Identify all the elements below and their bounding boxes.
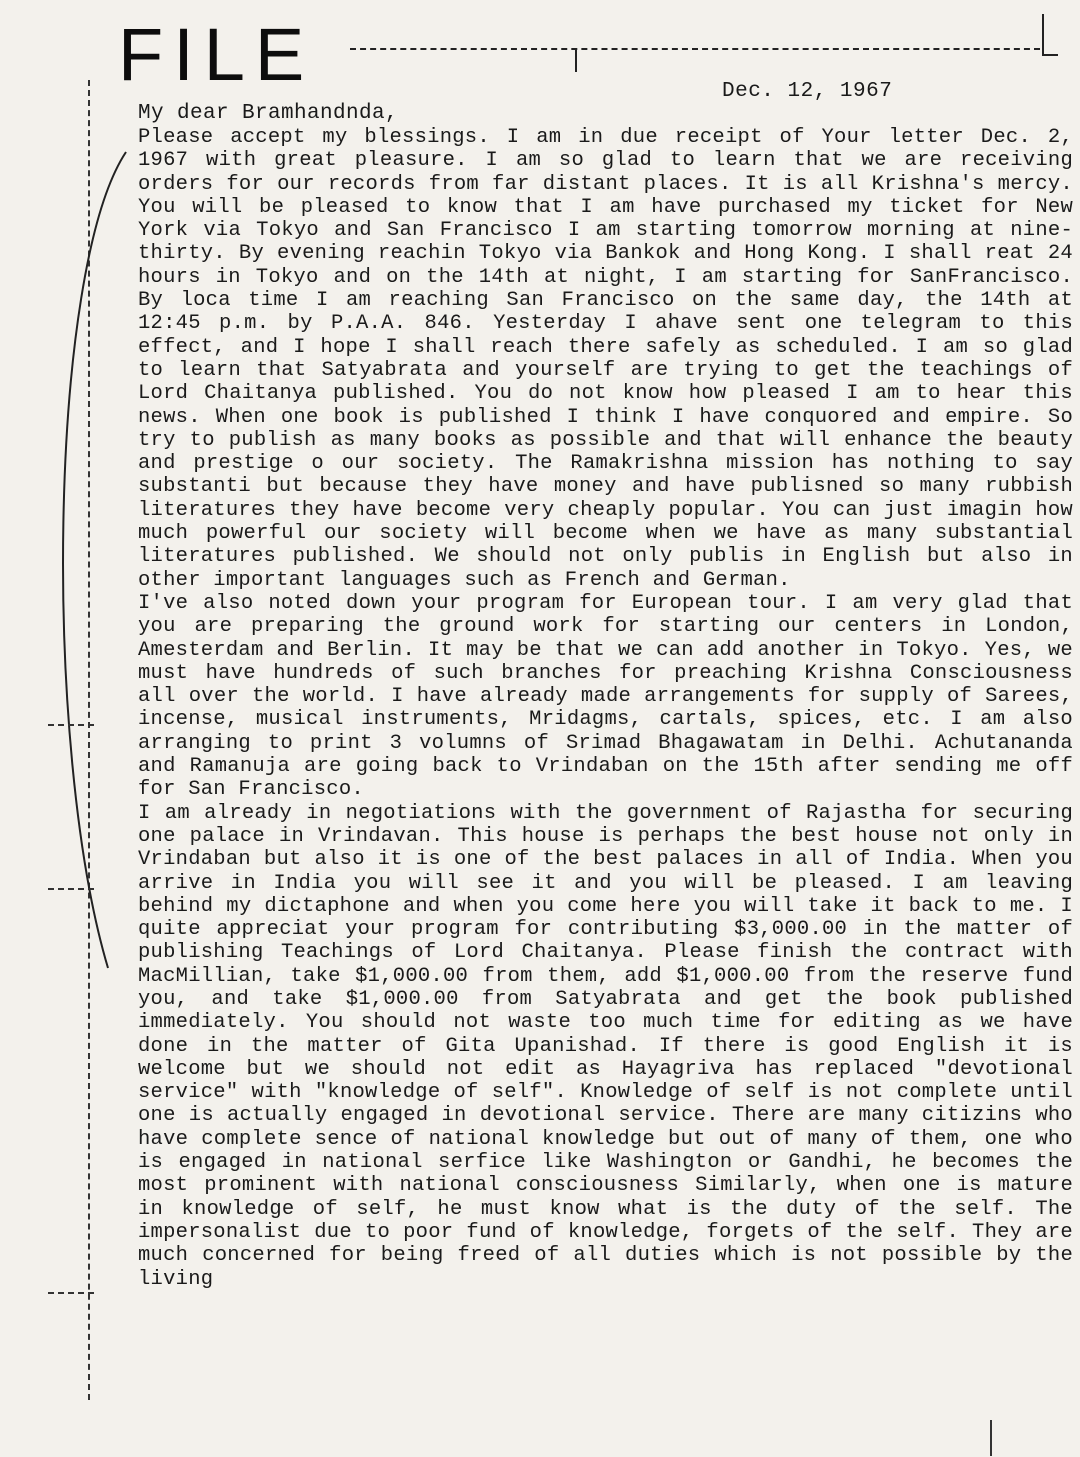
bottom-edge-mark bbox=[990, 1420, 992, 1456]
paragraph: I've also noted down your program for European tour. I am very glad that you are preparing the ground work for starting our centers in London, Amesterdam and Berlin. It may be that we can add another in Tokyo. Yes, we must have hundreds of such branches for preaching Krishna Consciousness all over the world. I have already made arrangements for supply of Sarees, incense, musical instruments, Mridagms, cartals, spices, etc. I am also arranging to print 3 volumns of Srimad Bhagawatam in Delhi. Achutananda and Ramanuja are going back to Vrindaban on the 15th after sending me off for San Francisco. bbox=[138, 591, 1073, 802]
margin-tick-mark bbox=[48, 724, 94, 728]
handwritten-bracket-mark bbox=[38, 150, 128, 970]
paragraph: I am already in negotiations with the government of Rajastha for securing one palace in Vrindavan. This house is perhaps the best house not only in Vrindaban but also it is one of the best palaces in all of India. When you arrive in India you will see it and you will be pleased. I am leaving behind my dictaphone and when you come here you will take it back to me. I quite appreciat your program for contributing $3,000.00 in the matter of publishing Teachings of Lord Chaitanya. Please finish the contract with MacMillian, take $1,000.00 from them, add $1,000.00 from the reserve fund you, and take $1,000.00 from Satyabrata and get the book published immediately. You should not waste too much time for editing as we have done in the matter of Gita Upanishad. If there is good English it is welcome but we should not edit as Hayagriva has replaced "devotional service" with "knowledge of self". Knowledge of self is not complete until one is actually engaged in devotional service. There are many citizins who have complete sence of national knowledge but out of many of them, one who is engaged in national serfice like Washington or Gandhi, he becomes the most prominent with national consciousness Similarly, when one is mature in knowledge of self, he must know what is the duty of the self. The impersonalist due to poor fund of knowledge, forgets of the self. They are much concerned for being freed of all duties which is not possible by the living bbox=[138, 801, 1073, 1291]
header-dashed-rule bbox=[350, 48, 1040, 50]
header-tick-mark bbox=[575, 50, 577, 72]
salutation: My dear Bramhandnda, bbox=[138, 102, 399, 125]
letter-body bbox=[138, 126, 1073, 1291]
letter-date: Dec. 12, 1967 bbox=[722, 80, 893, 103]
margin-tick-mark bbox=[48, 1292, 94, 1296]
paragraph: Please accept my blessings. I am in due receipt of Your letter Dec. 2, 1967 with great pleasure. I am so glad to learn that we are receiving orders for our records from far distant places. It is all Krishna's mercy. You will be pleased to know that I am have purchased my ticket for New York via Tokyo and San Francisco I am starting tomorrow morning at nine-thirty. By evening reachin Tokyo via Bankok and Hong Kong. I shall reat 24 hours in Tokyo and on the 14th at night, I am starting for SanFrancisco. By loca time I am reaching San Francisco on the same day, the 14th at 12:45 p.m. by P.A.A. 846. Yesterday I ahave sent one telegram to this effect, and I hope I shall reach there safely as scheduled. I am so glad to learn that Satyabrata and yourself are trying to get the teachings of Lord Chaitanya published. You do not know how pleased I am to hear this news. When one book is published I think I have conquored and empire. So try to publish as many books as possible and that will enhance the beauty and prestige o our society. The Ramakrishna mission has nothing to say substanti but because they have money and have publisned so many rubbish literatures they have become very cheaply popular. You can just imagin how much powerful our society will become when we have as many substantial literatures published. We should not only publis in English but also in other important languages such as French and German. bbox=[138, 126, 1073, 592]
corner-mark-horizontal bbox=[1042, 54, 1058, 56]
margin-tick-mark bbox=[48, 888, 94, 892]
corner-mark bbox=[1042, 14, 1044, 54]
file-stamp: FILE bbox=[118, 13, 315, 96]
